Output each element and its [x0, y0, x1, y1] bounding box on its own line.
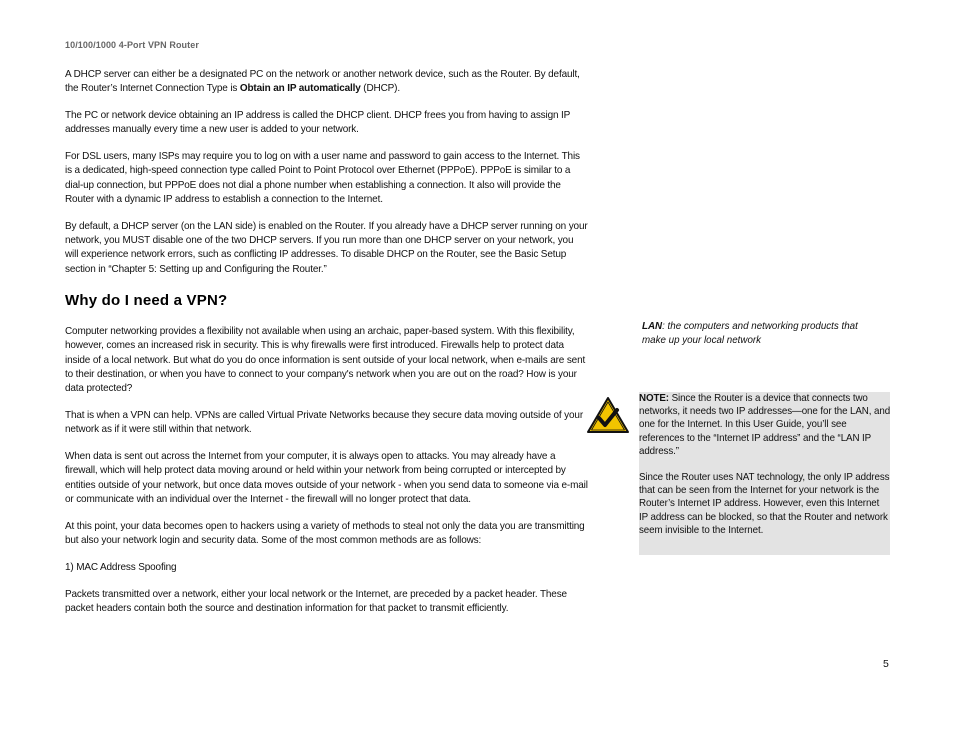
running-header: 10/100/1000 4-Port VPN Router: [65, 40, 199, 50]
lan-definition: [642, 320, 882, 349]
bold-term: Obtain an IP automatically: [239, 83, 361, 95]
paragraph-packet-headers: Packets transmitted over a network, either your local network or the Internet, are preceded by a packet header. These packet headers contain both the source and destination information for that packet to transmit efficiently.: [65, 588, 567, 615]
note-paragraph-1: [639, 392, 891, 458]
checkmark-icon: [586, 396, 630, 434]
note-text-1: Since the Router is a device that connects two networks, it needs two IP addresses—one for the LAN, and one for the Internet. In this User Guide, you’ll see references to the “Internet IP address” and the “LAN IP address.”: [639, 393, 891, 457]
paragraph-dhcp-server: [65, 68, 588, 97]
lan-term: LAN: [642, 321, 663, 332]
note-label: NOTE:: [639, 393, 669, 404]
paragraph-dhcp-client: The PC or network device obtaining an IP address is called the DHCP client. DHCP frees you from having to assign IP addresses manually every time a new user is added to your network.: [65, 110, 570, 136]
paragraph-pppoe: For DSL users, many ISPs may require you to log on with a user name and password to gain access to the Internet. This is a dedicated, high-speed connection type called Point to Point Protocol over Ethernet (PPPoE). PPPoE is similar to a dial-up connection, but PPPoE does not dial a phone number when establishing a connection. It also will provide the Router with a dynamic IP address to establish a connection to the Internet.: [65, 151, 580, 206]
note-paragraph-2: Since the Router uses NAT technology, the only IP address that can be seen from the Internet for your network is the Router’s Internet IP address. However, even this Internet IP address can be blocked, so that the Router and network seem invisible to the Internet.: [639, 472, 890, 536]
paragraph-data-attacks: When data is sent out across the Internet from your computer, it is always open to attacks. You may already have a firewall, which will help protect data moving around or held within your network from being corrupted or intercepted by entities outside of your network, but once data moves outside of your network - when you send data to someone via e-mail or communicate with an individual over the Internet - the firewall will no longer protect that data.: [65, 451, 588, 506]
list-item-mac-spoofing: 1) MAC Address Spoofing: [65, 561, 177, 573]
note-text: [639, 392, 891, 550]
paragraph-dhcp-default: By default, a DHCP server (on the LAN side) is enabled on the Router. If you already have a DHCP server running on your network, you MUST disable one of the two DHCP servers. If you run more than one DHCP server on your network, you will experience network errors, such as conflicting IP addresses. To disable DHCP on the Router, see the Basic Setup section in “Chapter 5: Setting up and Configuring the Router.”: [65, 220, 588, 275]
main-content: [65, 68, 590, 629]
paragraph-vpn-help: That is when a VPN can help. VPNs are called Virtual Private Networks because they secure data moving outside of your network as if it were still within that network.: [65, 410, 584, 436]
note-box: [639, 392, 890, 555]
section-title: Why do I need a VPN?: [65, 292, 228, 310]
paragraph-hacker-methods: At this point, your data becomes open to hackers using a variety of methods to steal not only the data you are transmitting but also your network login and security data. Some of the most common methods are as follows:: [65, 520, 585, 547]
paragraph-text: (DHCP).: [360, 83, 400, 95]
paragraph-networking-flexibility: Computer networking provides a flexibility not available when using an archaic, paper-based system. With this flexibility, however, comes an increased risk in security. This is why firewalls were first introduced. Firewalls help to protect data inside of a local network. But what do you do once information is sent outside of your local network, when e-mails are sent to their destination, or when you have to connect to your company's network when you are out on the road? How is your data protected?: [65, 326, 586, 395]
page-number: 5: [883, 658, 889, 670]
paragraph-text: A DHCP server can either be a designated PC on the network or another network device, such as the Router. By default, the Router’s Internet Connection Type is: [65, 69, 580, 95]
lan-definition-text: : the computers and networking products that make up your local network: [642, 321, 858, 347]
